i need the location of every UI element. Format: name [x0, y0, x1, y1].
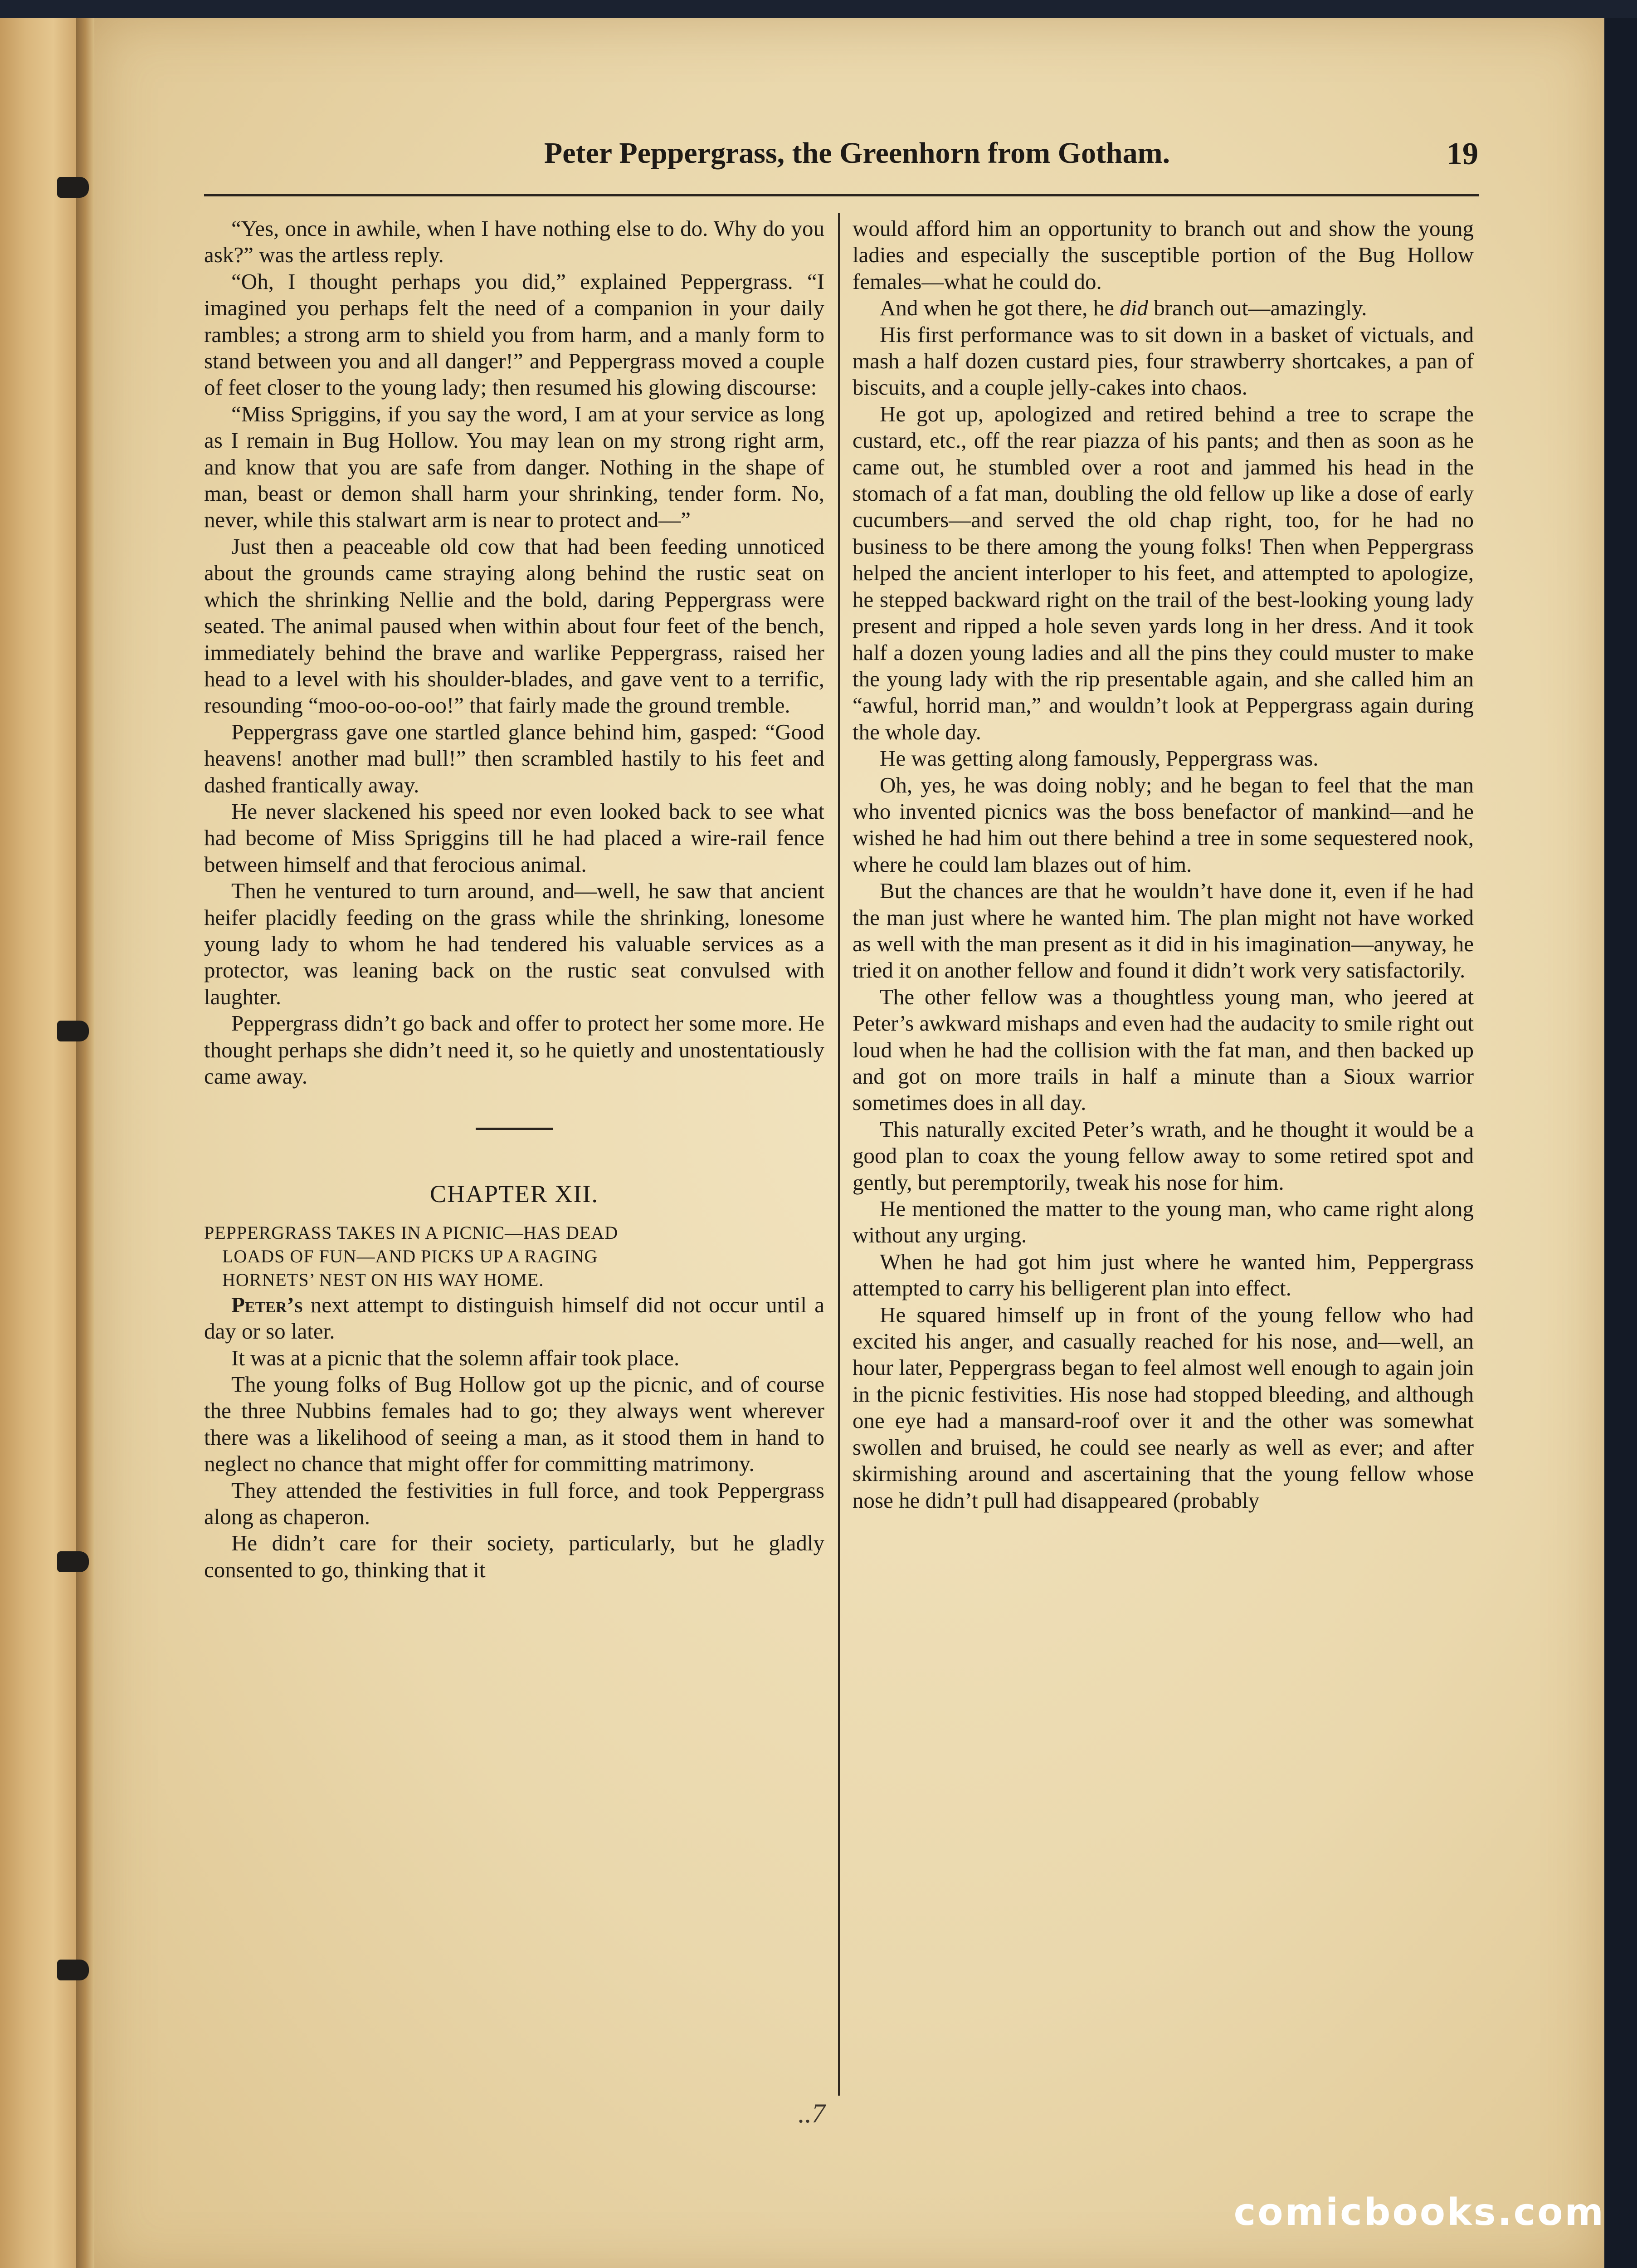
background-edge	[1604, 18, 1637, 2268]
chapter-title: CHAPTER XII.	[430, 1180, 599, 1208]
paragraph: Peppergrass didn’t go back and offer to protect her some more. He thought perhaps she didn’t need it, so he quietly and unostentatiously came away.	[204, 1011, 824, 1089]
paragraph: He got up, apologized and retired behind a tree to scrape the custard, etc., off the rear piazza of his pants; and then as soon as he came out, he stumbled over a root and jammed his head in the stomach of a fat man, doubling the old fellow up like a dose of early cucumbers—and served the old chap right, too, for he had no business to be there among the young folks! Then when Peppergrass helped the ancient interloper to his feet, and attempted to apologize, he stepped backward right on the trail of the best-looking young lady present and ripped a hole seven yards long in her dress. And it took half a dozen young ladies and all the pins they could muster to make the young lady with the rip presentable again, and she called him an “awful, horrid man,” and wouldn’t look at Peppergrass again during the whole day.	[853, 401, 1474, 744]
paragraph: “Oh, I thought perhaps you did,” explained Peppergrass. “I imagined you perhaps felt the need of a companion in your daily rambles; a strong arm to shield you from harm, and a manly form to stand between you and all danger!” and Peppergrass moved a couple of feet closer to the young lady; then resumed his glowing discourse:	[204, 269, 824, 400]
staple-mark	[57, 1551, 89, 1572]
header-rule	[204, 194, 1479, 196]
paragraph: This naturally excited Peter’s wrath, and he thought it would be a good plan to coax the young fellow away to some retired spot and gently, but peremptorily, tweak his nose for him.	[853, 1116, 1474, 1195]
paragraph: He squared himself up in front of the young fellow who had excited his anger, and casually reached for his nose, and—well, an hour later, Peppergrass began to feel almost well enough to again join in the picnic festivities. His nose had stopped bleeding, and although one eye had a mansard-roof over it and the other was somewhat swollen and bruised, he could see nearly as well as ever; and after skirmishing around and ascertaining that the young fellow whose nose he didn’t pull had disappeared (probably	[853, 1302, 1474, 1513]
paragraph-text: And when he got there, he	[880, 295, 1120, 321]
chapter-summary-line: HORNETS’ NEST ON HIS WAY HOME.	[222, 1269, 544, 1290]
paragraph: He didn’t care for their society, particularly, but he gladly consented to go, thinking that it	[204, 1530, 824, 1582]
paragraph: The other fellow was a thoughtless young man, who jeered at Peter’s awkward mishaps and even had the audacity to smile right out loud when he had the collision with the fat man, and then backed up and got on more trails in half a minute than a Sioux warrior sometimes does in all day.	[853, 984, 1474, 1115]
text-column-right	[853, 215, 1474, 2102]
paragraph: They attended the festivities in full force, and took Peppergrass along as chaperon.	[204, 1477, 824, 1530]
staple-mark	[57, 1021, 89, 1041]
page-number: 19	[1447, 137, 1478, 171]
paragraph: would afford him an opportunity to branch out and show the young ladies and especially the susceptible portion of the Bug Hollow females—what he could do.	[853, 216, 1474, 294]
previous-page-edge	[0, 18, 76, 2268]
paragraph: He was getting along famously, Peppergrass was.	[880, 746, 1319, 771]
paragraph	[204, 1292, 824, 1345]
text-column-left	[204, 215, 824, 2102]
paragraph: Oh, yes, he was doing nobly; and he began to feel that the man who invented picnics was the boss benefactor of mankind—and he wished he had him out there behind a tree in some sequestered nook, where he could lam blazes out of him.	[853, 772, 1474, 877]
staple-mark	[57, 1960, 89, 1980]
paragraph: But the chances are that he wouldn’t have done it, even if he had the man just where he wanted him. The plan might not have worked as well with the man present as it did in his imagination—anyway, he tried it on another fellow and found it didn’t work very satisfactorily.	[853, 878, 1474, 983]
section-divider	[476, 1128, 553, 1130]
paragraph-text: next attempt to distinguish himself did not occur until a day or so later.	[204, 1292, 824, 1344]
paragraph: Then he ventured to turn around, and—well, he saw that ancient heifer placidly feeding on the grass while the shrinking, lonesome young lady to whom he had tendered his valuable services as a protector, was leaning back on the rustic seat convulsed with laughter.	[204, 878, 824, 1009]
paragraph-text: branch out—amazingly.	[1148, 295, 1367, 321]
paragraph: “Miss Spriggins, if you say the word, I am at your service as long as I remain in Bug Hollow. You may lean on my strong right arm, and know that you are safe from danger. Nothing in the shape of man, beast or demon shall harm your shrinking, tender form. No, never, while this stalwart arm is near to protect and—”	[204, 401, 824, 533]
paragraph: His first performance was to sit down in a basket of victuals, and mash a half dozen custard pies, four strawberry shortcakes, a pan of biscuits, and a couple jelly-cakes into chaos.	[853, 322, 1474, 400]
ink-mark: ..7	[798, 2098, 825, 2128]
staple-mark	[57, 177, 89, 198]
lead-word: Peter’s	[231, 1292, 303, 1317]
paragraph: The young folks of Bug Hollow got up the picnic, and of course the three Nubbins females had to go; they always went wherever there was a likelihood of seeing a man, as it stood them in hand to neglect no chance that might offer for committing matrimony.	[204, 1372, 824, 1476]
paragraph: It was at a picnic that the solemn affair took place.	[231, 1345, 680, 1370]
chapter-summary-line: LOADS OF FUN—AND PICKS UP A RAGING	[222, 1246, 598, 1266]
paragraph: “Yes, once in awhile, when I have nothing else to do. Why do you ask?” was the artless reply.	[204, 216, 824, 268]
chapter-summary-line: PEPPERGRASS TAKES IN A PICNIC—HAS DEAD	[204, 1222, 619, 1243]
column-divider	[838, 213, 840, 2096]
chapter-summary	[204, 1221, 824, 1292]
paragraph: When he had got him just where he wanted him, Peppergrass attempted to carry his belligerent plan into effect.	[853, 1249, 1474, 1301]
paragraph: He mentioned the matter to the young man, who came right along without any urging.	[853, 1196, 1474, 1248]
book-gutter	[76, 18, 94, 2268]
paragraph	[853, 295, 1474, 321]
page-header	[290, 136, 1478, 186]
site-watermark: comicbooks.com	[1233, 2191, 1605, 2234]
emphasis: did	[1120, 295, 1148, 321]
paragraph: Just then a peaceable old cow that had been feeding unnoticed about the grounds came straying along behind the rustic seat on which the shrinking Nellie and the bold, daring Peppergrass were seated. The animal paused when within about four feet of the bench, immediately behind the brave and warlike Peppergrass, raised her head to a level with his shoulder-blades, and gave vent to a terrific, resounding “moo-oo-oo-oo!” that fairly made the ground tremble.	[204, 533, 824, 718]
paragraph: He never slackened his speed nor even looked back to see what had become of Miss Spriggins till he had placed a wire-rail fence between himself and that ferocious animal.	[204, 798, 824, 877]
running-title: Peter Peppergrass, the Greenhorn from Gotham.	[544, 137, 1170, 170]
paragraph: Peppergrass gave one startled glance behind him, gasped: “Good heavens! another mad bull!” then scrambled hastily to his feet and dashed frantically away.	[204, 719, 824, 797]
